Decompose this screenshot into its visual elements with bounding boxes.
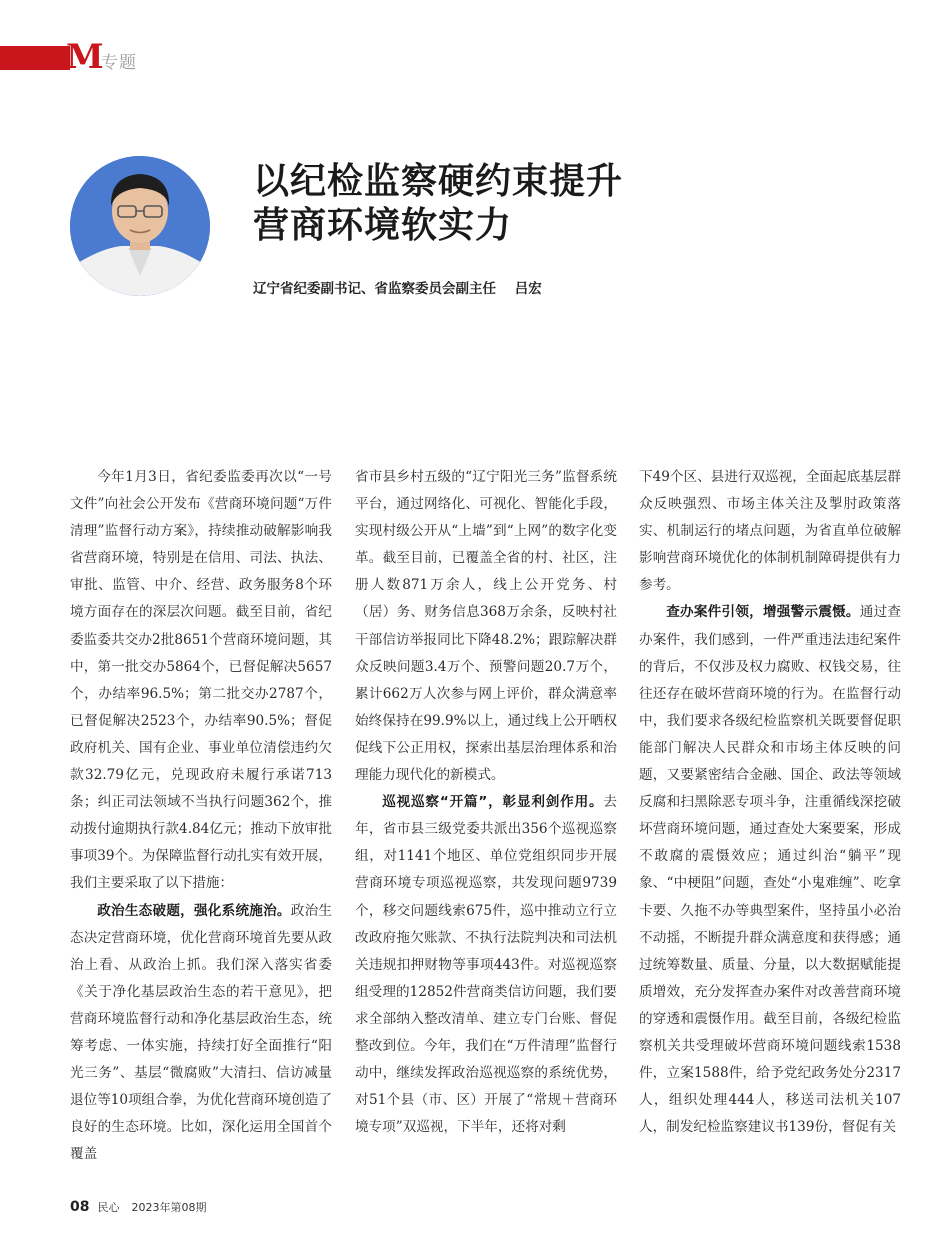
paragraph-text: 政治生态决定营商环境，优化营商环境首先要从政治上看、从政治上抓。我们深入落实省委《关于净化基层政治生态的若干意见》，把营商环境监督行动和净化基层政治生态，统筹考虑、一体实施，持续打好全面推行“阳光三务”、基层“微腐败”大清扫、信访减量退位等10项组合拳，为优化营商环境创造了良好的生态环境。比如，深化运用全国首个覆盖 [70, 902, 333, 1163]
author-portrait [70, 156, 210, 296]
section-label: 专题 [101, 53, 137, 73]
page-footer [70, 1199, 206, 1215]
paragraph [70, 898, 332, 1169]
paragraph [639, 599, 901, 1141]
issue-label: 2023年第08期 [131, 1201, 207, 1214]
article-title-line-2: 营商环境软实力 [253, 205, 513, 246]
paragraph-lead: 巡视巡察“开篇”，彰显利剑作用。 [382, 794, 604, 811]
paragraph-text: 通过查办案件，我们感到，一件严重违法违纪案件的背后，不仅涉及权力腐败、权钱交易，往往还存在破坏营商环境的行为。在监督行动中，我们要求各级纪检监察机关既要督促职能部门解决人民群众和市场主体反映的问题，又要紧密结合金融、国企、政法等领域反腐和扫黑除恶专项斗争，注重循线深挖破坏营商环境问题，通过查处大案要案，形成不敢腐的震慑效应；通过纠治“躺平”现象、“中梗阻”问题，查处“小鬼难缠”、吃拿卡要、久拖不办等典型案件，坚持虽小必治不动摇，不断提升群众满意度和获得感；通过统筹数量、质量、分量，以大数据赋能提质增效，充分发挥查办案件对改善营商环境的穿透和震慑作用。截至目前，各级纪检监察机关共受理破坏营商环境问题线索1538件，立案1588件，给予党纪政务处分2317人，组织处理444人，移送司法机关107人，制发纪检监察建议书139份，督促有关 [639, 604, 902, 1136]
magazine-name: 民心 [97, 1201, 120, 1214]
page-number: 08 [70, 1199, 90, 1215]
article-column-3 [639, 464, 901, 1141]
author-byline: 辽宁省纪委副书记、省监察委员会副主任 吕宏 [253, 281, 542, 297]
paragraph-lead: 政治生态破题，强化系统施治。 [97, 902, 291, 919]
article-title-line-1: 以纪检监察硬约束提升 [253, 161, 624, 202]
article-title [253, 160, 623, 248]
paragraph-text: 去年，省市县三级党委共派出356个巡视巡察组，对1141个地区、单位党组织同步开展营商环境专项巡视巡察，共发现问题9739个，移交问题线索675件，巡中推动立行立改政府拖欠账款、不执行法院判决和司法机关违规扣押财物等事项443件。对巡视巡察组受理的12852件营商类信访问题，我们要求全部纳入整改清单、建立专门台账、督促整改到位。今年，我们在“万件清理”监督行动中，继续发挥政治巡视巡察的系统优势，对51个县（市、区）开展了“常规＋营商环境专项”双巡视，下半年，还将对剩 [355, 794, 617, 1136]
paragraph [355, 789, 617, 1141]
paragraph-lead: 查办案件引领，增强警示震慑。 [666, 604, 860, 621]
paragraph: 下49个区、县进行双巡视，全面起底基层群众反映强烈、市场主体关注及掣肘政策落实、机制运行的堵点问题，为省直单位破解影响营商环境优化的体制机制障碍提供有力参考。 [639, 469, 901, 594]
paragraph: 省市县乡村五级的“辽宁阳光三务”监督系统平台，通过网络化、可视化、智能化手段，实现村级公开从“上墙”到“上网”的数字化变革。截至目前，已覆盖全省的村、社区，注册人数871万余人，线上公开党务、村（居）务、财务信息368万余条，反映村社干部信访举报同比下降48.2%；跟踪解决群众反映问题3.4万个、预警问题20.7万个，累计662万人次参与网上评价，群众满意率始终保持在99.9%以上，通过线上公开晒权促线下公正用权，探索出基层治理体系和治理能力现代化的新模式。 [355, 469, 617, 784]
section-color-bar [0, 46, 70, 70]
portrait-image [70, 156, 210, 296]
article-column-2 [355, 464, 617, 1141]
paragraph: 今年1月3日，省纪委监委再次以“一号文件”向社会公开发布《营商环境问题“万件清理”监督行动方案》，持续推动破解影响我省营商环境，特别是在信用、司法、执法、审批、监管、中介、经营、政务服务8个环境方面存在的深层次问题。截至目前，省纪委监委共交办2批8651个营商环境问题，其中，第一批交办5864个，已督促解决5657个，办结率96.5%；第二批交办2787个，已督促解决2523个，办结率90.5%；督促政府机关、国有企业、事业单位清偿违约欠款32.79亿元，兑现政府未履行承诺713条；纠正司法领域不当执行问题362个，推动拨付逾期执行款4.84亿元；推动下放审批事项39个。为保障监督行动扎实有效开展，我们主要采取了以下措施： [70, 469, 332, 892]
magazine-logo: M [66, 37, 103, 77]
article-column-1 [70, 464, 332, 1168]
